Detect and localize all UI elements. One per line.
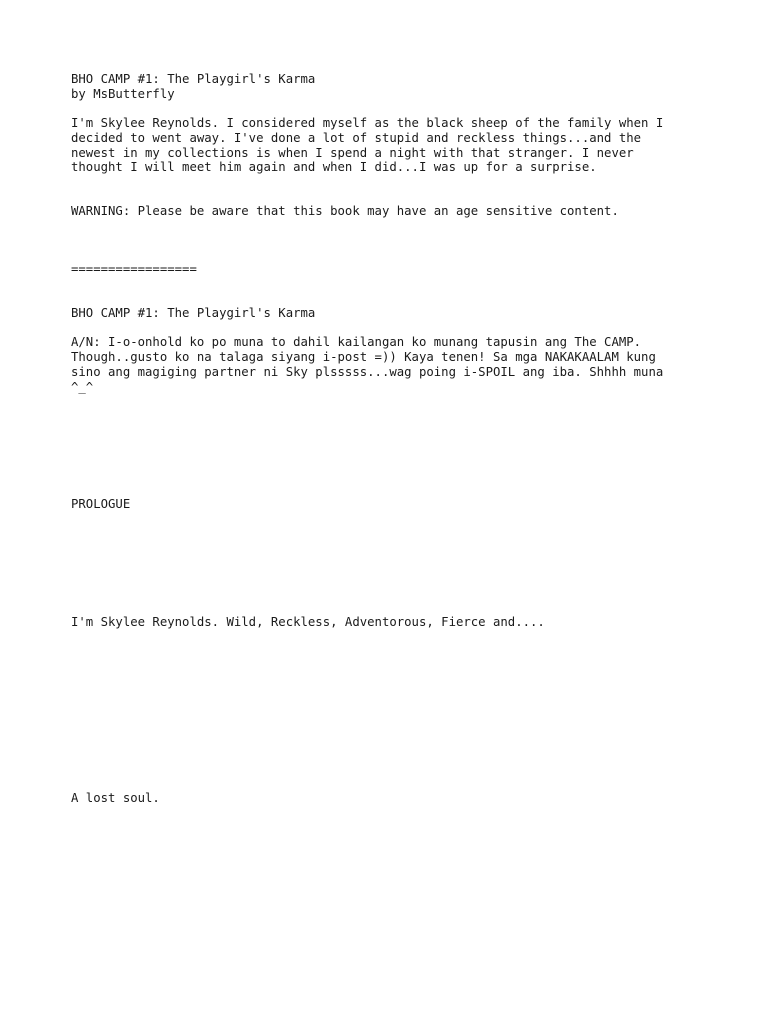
author-note-line: A/N: I-o-onhold ko po muna to dahil kailangan ko munang tapusin ang The CAMP. bbox=[71, 335, 642, 349]
content-warning: WARNING: Please be aware that this book may have an age sensitive content. bbox=[71, 204, 619, 218]
prologue-paragraph: I'm Skylee Reynolds. Wild, Reckless, Adventorous, Fierce and.... bbox=[71, 615, 545, 629]
section-separator: ================= bbox=[71, 262, 197, 276]
author-note-line: Though..gusto ko na talaga siyang i-post =)) Kaya tenen! Sa mga NAKAKAALAM kung bbox=[71, 350, 656, 364]
author-note-line: sino ang magiging partner ni Sky plsssss...wag poing i-SPOIL ang iba. Shhhh muna bbox=[71, 365, 664, 379]
prologue-heading: PROLOGUE bbox=[71, 497, 131, 511]
prologue-paragraph: A lost soul. bbox=[71, 791, 160, 805]
section-title: BHO CAMP #1: The Playgirl's Karma bbox=[71, 306, 316, 320]
author-byline: by MsButterfly bbox=[71, 87, 175, 101]
author-note-line: ^_^ bbox=[71, 380, 94, 394]
synopsis-line: newest in my collections is when I spend a night with that stranger. I never bbox=[71, 146, 634, 160]
book-title: BHO CAMP #1: The Playgirl's Karma bbox=[71, 72, 316, 86]
synopsis-line: I'm Skylee Reynolds. I considered myself as the black sheep of the family when I bbox=[71, 116, 664, 130]
synopsis-line: thought I will meet him again and when I did...I was up for a surprise. bbox=[71, 160, 597, 174]
synopsis-line: decided to went away. I've done a lot of stupid and reckless things...and the bbox=[71, 131, 642, 145]
